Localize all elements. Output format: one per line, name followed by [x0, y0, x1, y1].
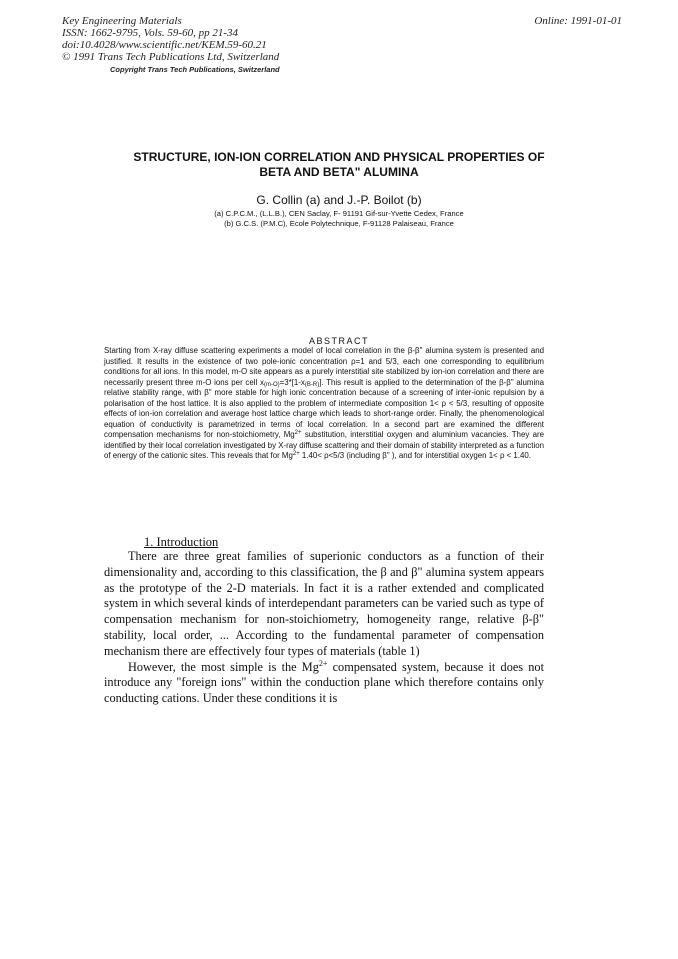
paper-title [80, 150, 598, 180]
abstract-part-3: ]. This result is applied to the determination of the β-β" alumina relative stability range, with β" more stable for high ionic concentration because of a screening of inter-ionic repulsion by a polarisation of the host lattice. It is also applied to the problem of intermediate composition 1< ρ < 5/3, resulting of opposite effects of ion-ion correlation and average host lattice charge which leads to short-range order. Finally, the phenomenological equation of conductivity is parametrized in terms of local correlation. In a second part are examined the different compensation mechanisms for non-stoichiometry, Mg [104, 377, 544, 439]
intro-p2-part-a: However, the most simple is the Mg [128, 659, 319, 674]
intro-paragraph-2 [104, 660, 544, 707]
journal-name: Key Engineering Materials [62, 15, 182, 27]
abstract-part-2: =3*[1-x [279, 377, 305, 387]
abstract-part-4: substitution, interstitial oxygen and aluminium vacancies. They are identified by their local correlation investigated by X-ray diffuse scattering and their domain of stability interpreted as a function of energy of the cationic sites. This reveals that for Mg [104, 430, 544, 460]
title-line-1: STRUCTURE, ION-ION CORRELATION AND PHYSICAL PROPERTIES OF [133, 150, 545, 164]
abstract-sup-1: 2+ [294, 430, 302, 436]
affiliation-a: (a) C.P.C.M., (L.L.B.), CEN Saclay, F- 91191 Gif-sur-Yvette Cedex, France [214, 209, 464, 218]
abstract-text [104, 346, 544, 462]
online-date: Online: 1991-01-01 [534, 15, 622, 27]
abstract-part-1: Starting from X-ray diffuse scattering experiments a model of local correlation in the β-β" alumina system is presented and justified. It results in the existence of two pole-ionic concentration ρ=1 and 5/3, each one corresponding to equilibrium conditions for all ions. In this model, m-O site appears as a purely interstitial site stabilized by ion-ion correlation and there are necessarily present three m-O ions per cell x [104, 346, 544, 387]
abstract-heading: ABSTRACT [308, 336, 369, 346]
intro-p2-part-b: compensated system, because it does not introduce any "foreign ions" within the conduction plane which therefore contains only conducting cations. Under these conditions it is [104, 659, 544, 706]
doi-line[interactable]: doi:10.4028/www.scientific.net/KEM.59-60.21 [62, 39, 267, 51]
abstract-sub-2: (B-R) [304, 381, 320, 388]
copyright-small: Copyright Trans Tech Publications, Switzerland [110, 65, 280, 74]
affiliation-b: (b) G.C.S. (P.M.C), Ecole Polytechnique, F-91128 Palaiseau, France [224, 219, 454, 228]
abstract-sup-2: 2+ [292, 451, 300, 457]
copyright-line: © 1991 Trans Tech Publications Ltd, Switzerland [62, 51, 280, 63]
introduction-body [104, 549, 544, 707]
running-header [62, 15, 280, 76]
section-heading-introduction: 1. Introduction [144, 535, 219, 549]
authors: G. Collin (a) and J.-P. Boilot (b) [256, 193, 422, 207]
intro-p2-sup: 2+ [318, 658, 328, 668]
abstract-part-5: 1.40< ρ<5/3 (including β" ), and for interstitial oxygen 1< ρ < 1.40. [299, 451, 531, 460]
issn-line: ISSN: 1662-9795, Vols. 59-60, pp 21-34 [62, 27, 238, 39]
affiliations [80, 209, 598, 229]
abstract-sub-1: (m-O) [263, 381, 280, 388]
intro-paragraph-1: There are three great families of superionic conductors as a function of their dimensionality and, according to this classification, the β and β" alumina system appears as the prototype of the 2-D materials. In fact it is a rather extended and complicated system in which several kinds of interdependant parameters can be varied such as type of compensation mechanism for non-stoichiometry, homogeneity range, relative β-β" stability, local order, ... According to the fundamental parameter of compensation mechanism there are effectively four types of materials (table 1) [104, 549, 544, 658]
title-line-2: BETA AND BETA" ALUMINA [259, 165, 419, 179]
